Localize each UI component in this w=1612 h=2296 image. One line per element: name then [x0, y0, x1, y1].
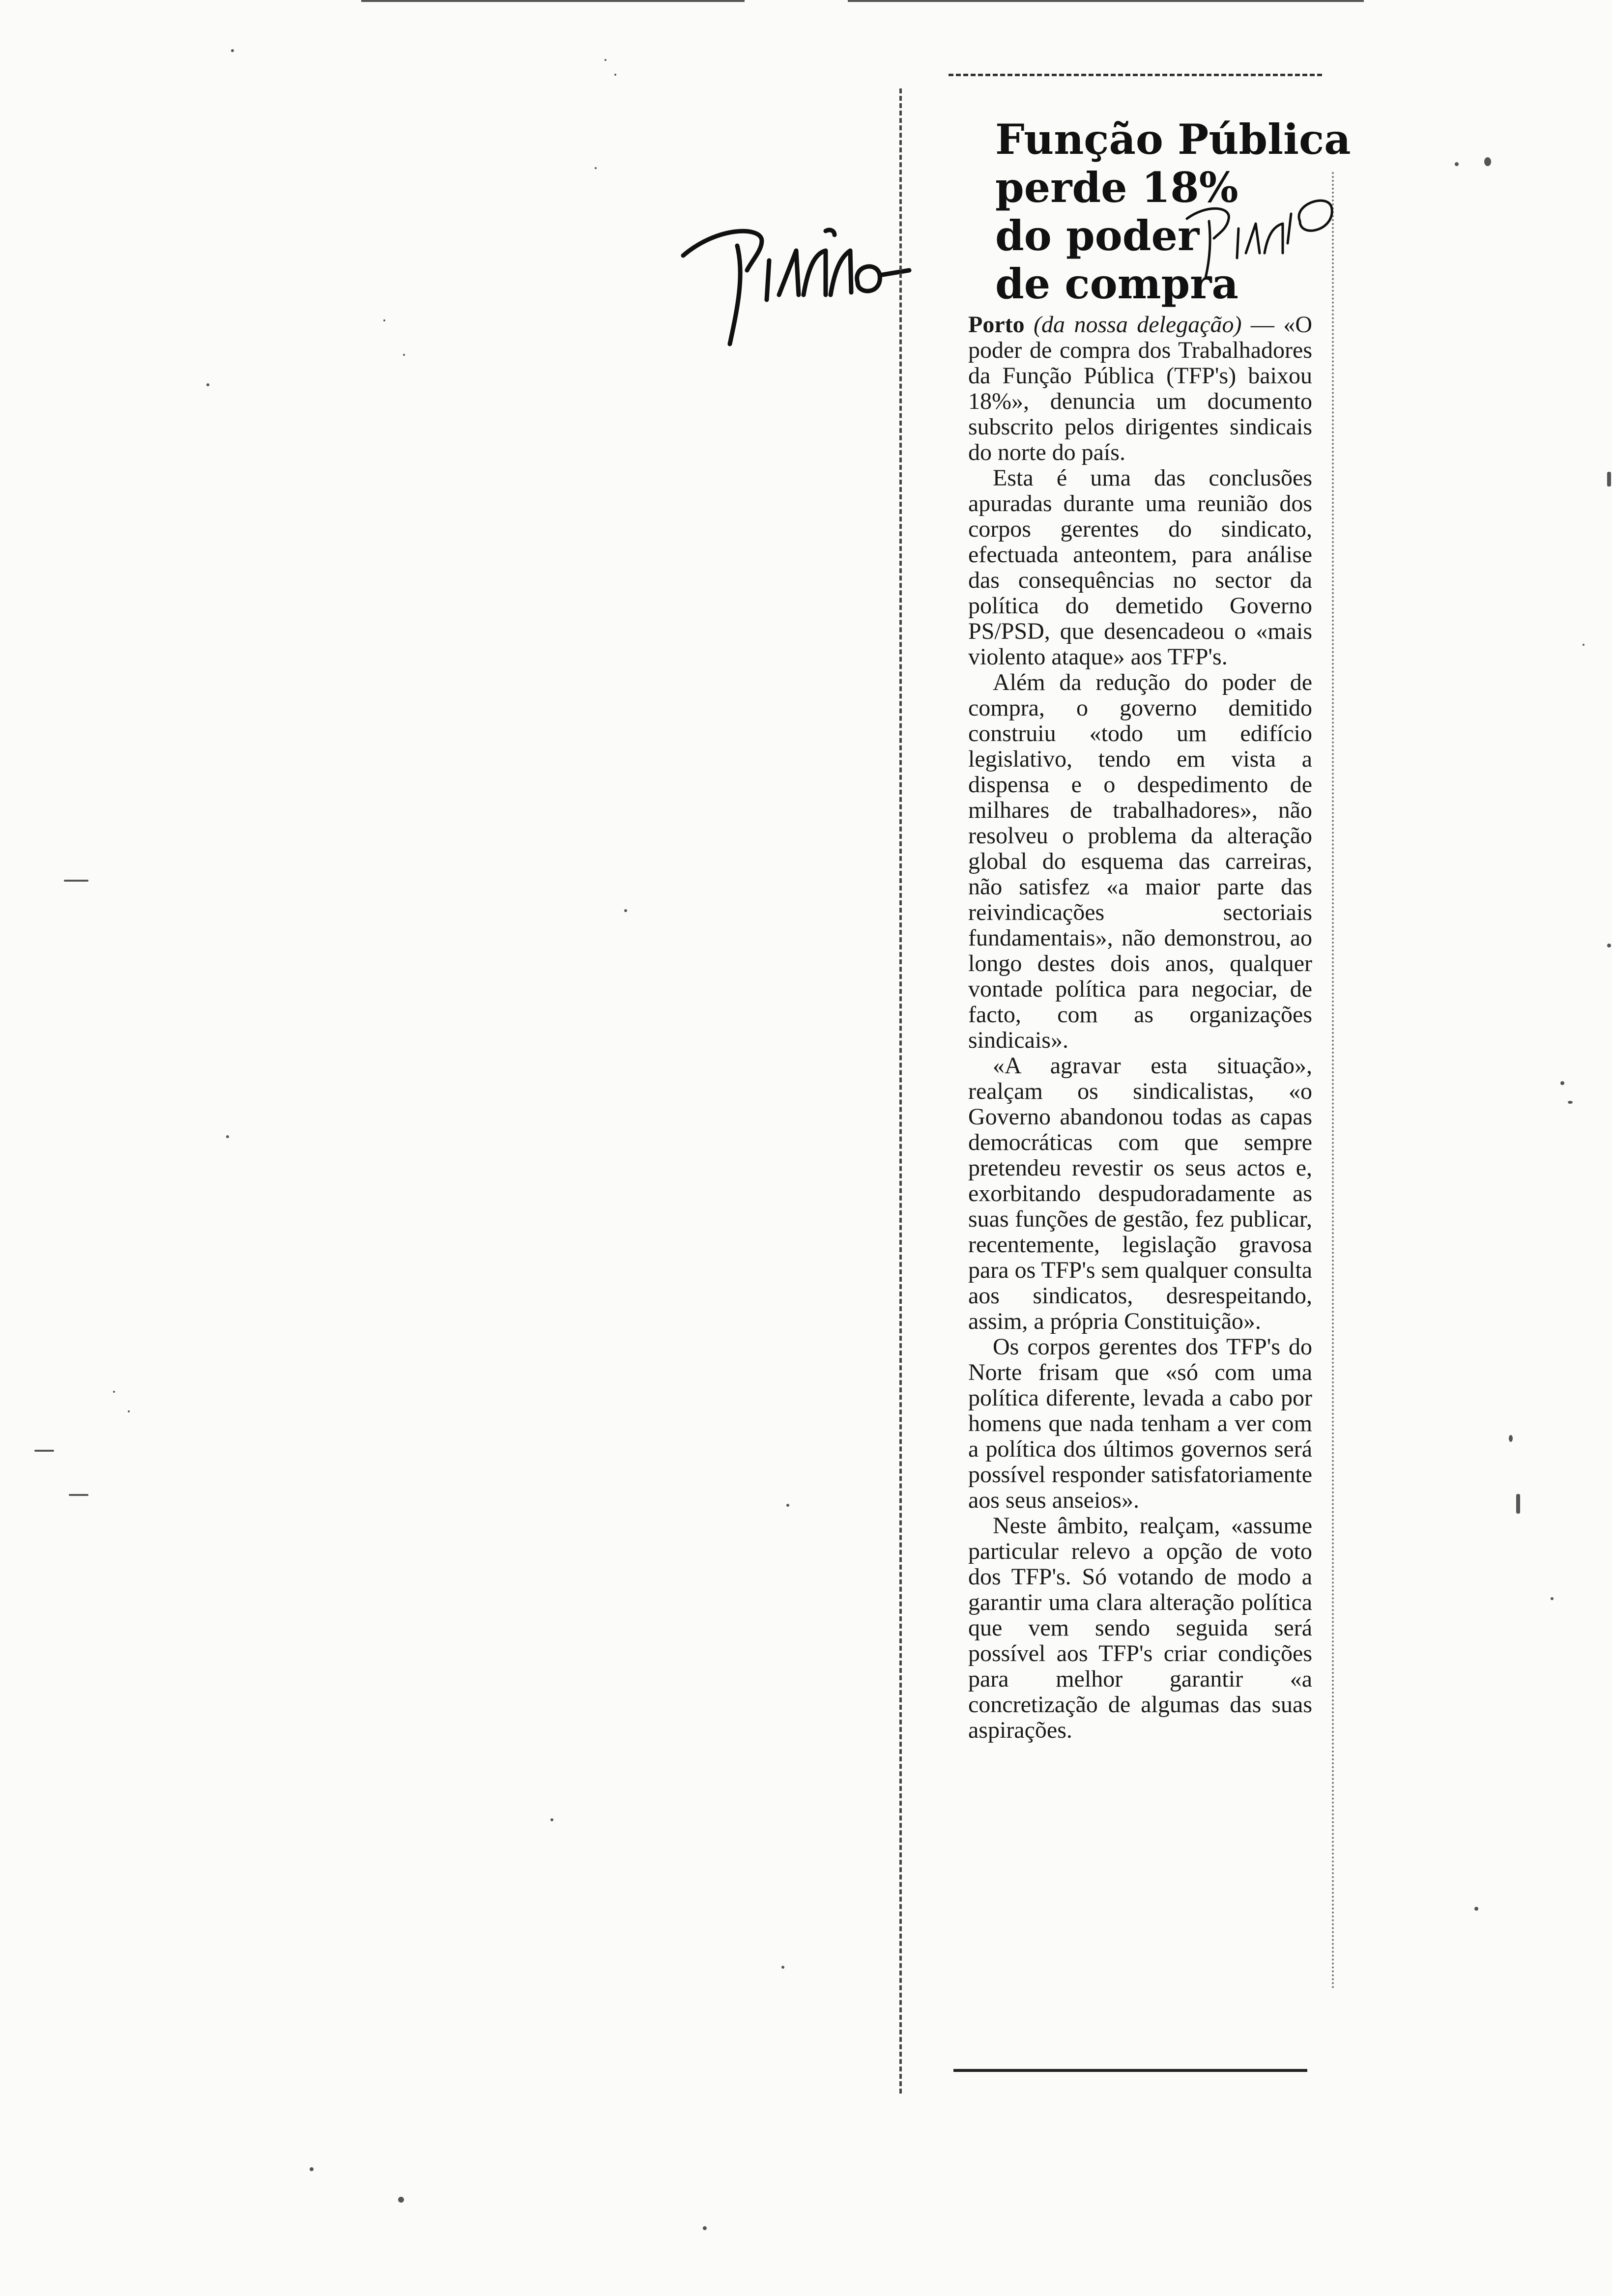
scan-speck	[624, 909, 627, 912]
scan-speck	[231, 49, 234, 52]
article-paragraph: Os corpos gerentes dos TFP's do Norte frisam que «só com uma política diferente, levada a cabo por homens que nada tenham a ver com a política dos últimos governos será possível responder satisfatoriamente aos seus anseios».	[968, 1334, 1312, 1513]
scan-speck	[1509, 1435, 1513, 1442]
scan-speck	[1607, 944, 1611, 947]
scan-speck	[595, 167, 597, 169]
scan-speck	[1484, 157, 1491, 166]
scan-speck	[206, 383, 209, 386]
scan-speck	[703, 2226, 707, 2230]
clipping-left-edge	[899, 88, 902, 2094]
clipping-bottom-rule	[953, 2069, 1307, 2072]
scan-speck	[310, 2167, 314, 2171]
article-paragraph: «A agravar esta situação», realçam os sindicalistas, «o Governo abandonou todas as capas democráticas com que sempre pretendeu revestir os seus actos e, exorbitando despudoradamente as suas funções de gestão, fez publicar, recentemente, legislação gravosa para os TFP's sem qualquer consulta aos sindicatos, desrespeitando, assim, a própria Constituição».	[968, 1053, 1312, 1334]
clipping-top-edge	[949, 74, 1322, 76]
scan-edge-line	[361, 0, 745, 2]
scan-speck	[1607, 472, 1611, 487]
article-paragraph: Neste âmbito, realçam, «assume particular relevo a opção de voto dos TFP's. Só votando de modo a garantir uma clara alteração política que vem sendo seguida será possível aos TFP's criar condições para melhor garantir «a concretização de algumas das suas aspirações.	[968, 1513, 1312, 1743]
scan-speck	[398, 2197, 404, 2203]
scan-speck	[786, 1504, 789, 1507]
scan-speck	[1568, 1101, 1573, 1104]
headline-line: Função Pública	[995, 115, 1351, 164]
article-dateline: Porto	[968, 312, 1025, 338]
scan-speck	[1455, 162, 1459, 166]
scan-speck	[64, 880, 88, 882]
scan-speck	[1560, 1081, 1564, 1085]
headline-line: do poder	[995, 211, 1200, 260]
scan-speck	[34, 1450, 54, 1452]
article-paragraph: Além da redução do poder de compra, o governo demitido construiu «todo um edifício legislativo, tendo em vista a dispensa e o despedimento de milhares de trabalhadores», não resolveu o problema da alteração global do esquema das carreiras, não satisfez «a maior parte das reivindicações sectoriais fundamentais», não demonstrou, ao longo destes dois anos, qualquer vontade política para negociar, de facto, com as organizações sindicais».	[968, 669, 1312, 1053]
article-body	[968, 312, 1312, 1743]
scan-speck	[781, 1966, 784, 1969]
article-paragraph: Esta é uma das conclusões apuradas durante uma reunião dos corpos gerentes do sindicato, efectuada anteontem, para análise das consequências no sector da política do demetido Governo PS/PSD, que desencadeou o «mais violento ataque» aos TFP's.	[968, 465, 1312, 670]
article-lead-text: — «O poder de compra dos Trabalhadores da Função Pública (TFP's) baixou 18%», denuncia um documento subscrito pelos dirigentes sindicais do norte do país.	[968, 312, 1313, 465]
scan-speck	[604, 59, 606, 61]
handwritten-diario-left	[678, 197, 914, 364]
headline-line: perde 18%	[995, 163, 1238, 212]
newspaper-clipping	[899, 74, 1351, 2084]
article-lead	[968, 312, 1312, 465]
scan-speck	[614, 74, 616, 76]
scan-speck	[226, 1135, 229, 1138]
scan-speck	[69, 1494, 88, 1496]
scan-speck	[550, 1818, 553, 1821]
headline-line: de compra	[995, 259, 1238, 308]
scan-speck	[1516, 1494, 1520, 1514]
scan-speck	[128, 1410, 130, 1412]
scan-speck	[383, 319, 385, 321]
handwritten-diario-headline	[1182, 184, 1339, 283]
scan-speck	[1551, 1597, 1554, 1600]
scan-speck	[403, 354, 405, 356]
scan-speck	[1474, 1907, 1478, 1911]
scan-speck	[1583, 644, 1584, 646]
scan-edge-line	[848, 0, 1364, 2]
clipping-right-edge	[1332, 172, 1334, 1990]
article-dateline-note: (da nossa delegação)	[1034, 312, 1242, 338]
scan-speck	[113, 1391, 115, 1393]
